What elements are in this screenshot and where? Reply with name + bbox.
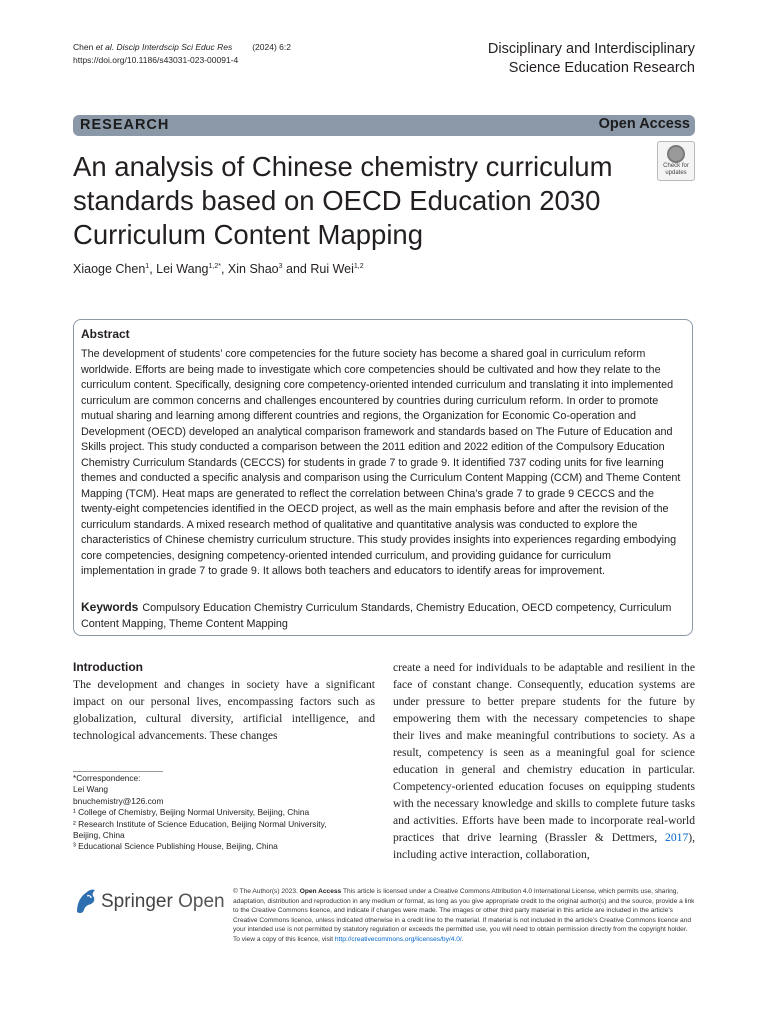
citation-line [73,41,291,54]
footnote-divider [73,771,163,772]
check-for-updates-badge[interactable] [657,141,695,181]
article-type-label: RESEARCH [80,117,170,133]
copyright-prefix: © The Author(s) 2023. [233,888,300,895]
keywords-block [81,600,687,632]
springer-wordmark [101,891,225,913]
doi-link[interactable]: https://doi.org/10.1186/s43031-023-00091-4 [73,55,239,65]
springer-open-logo [73,886,223,920]
citation-header [73,41,291,67]
affiliation-2-cont: Beijing, China [73,830,125,841]
keywords-label: Keywords [81,600,139,614]
abstract-heading: Abstract [81,327,130,341]
introduction-right-text: create a need for individuals to be adaptable and resilient in the face of constant change. Consequently, education systems are under pressure to better prepare students for the future by empowering them with the necessary competencies to shape their lives and make meaningful contributions to society. As a result, competency is seen as a meaningful goal for science education in general and chemistry education in particular. Competency-oriented education focuses on equipping students with the necessary knowledge and skills to complete future tasks and activities. Efforts have been made to incorporate real-world practices that drive learning (Brassler & Dettmers, [393,661,695,844]
check-updates-line2: updates [665,169,687,176]
license-body: This article is licensed under a Creative Commons Attribution 4.0 International License, which permits use, sharing, adaptation, distribution and reproduction in any medium or format, as long as you give appropriate credit to the original author(s) and the source, provide a link to the Creative Commons licence, and indicate if changes were made. The images or other third party material in this article are included in the article’s Creative Commons licence, unless indicated otherwise in a credit line to the material. If material is not included in the article’s Creative Commons licence and your intended use is not permitted by statutory regulation or exceeds the permitted use, you will need to obtain permission directly from the copyright holder. To view a copy of this licence, visit [233,888,695,943]
author-affiliation: 3 [278,262,283,270]
abstract-text: The development of students’ core competencies for the future society has become a shared goal in curriculum reform worldwide. Efforts are being made to investigate which core competencies should be cultivated and how they relate to the curriculum content. Specifically, designing core competency-oriented intended curriculum and translating it into implemented curriculum are common concerns and challenges encountered by countries during curriculum reform. In order to promote mutual sharing and learning among different countries and regions, the Organization for Economic Co-operation and Development (OECD) developed an analytical comparison framework and standards based on The Future of Education and Skills project. This study conducted a comparison between the 2011 edition and 2022 edition of the Compulsory Education Chemistry Curriculum Standards (CECCS) for students in grade 7 to grade 9. It identified 737 coding units for five learning themes and conducted a specific analysis and comparison using the Curriculum Content Mapping (CCM) and Theme Content Mapping (TCM). Heat maps are generated to reflect the correlation between China’s grade 7 to grade 9 CECCS and the twenty-eight competencies identified in the OECD project, as well as the main emphasis before and after the revision of the curriculum standards. A mixed research method of qualitative and quantitative analysis was conducted to explore the characteristics of Chinese chemistry curriculum structure. This study provides insights into experiences regarding embodying core competencies, designing competency-oriented intended curriculum, and providing guidance for curriculum implementation in grade 7 to grade 9. It allows both teachers and educators to identify areas for improvement. [81,348,681,577]
author-separator: , [149,262,157,276]
license-text [233,887,695,945]
author-separator: , [220,262,228,276]
author-affiliation: 1 [145,262,150,270]
author-affiliation: 1,2 [353,262,364,270]
check-for-updates-icon [667,145,685,163]
author-list [73,262,364,276]
correspondence-label: *Correspondence: [73,773,141,783]
affiliation-1: ¹ College of Chemistry, Beijing Normal University, Beijing, China [73,807,310,818]
affiliation-3: ³ Educational Science Publishing House, Beijing, China [73,841,278,852]
introduction-left-column: The development and changes in society have a significant impact on our personal lives, encompassing factors such as globalization, cultural diversity, artificial intelligence, and technological advancements. These changes [73,678,375,742]
corresponding-author: Lei Wang [73,784,109,795]
check-updates-line1: Check for [663,163,689,169]
affiliation-2: ² Research Institute of Science Education, Beijing Normal University, [73,818,327,829]
citation-link[interactable]: 2017 [665,831,689,844]
citation-journal: et al. Discip Interdscip Sci Educ Res [95,42,233,52]
introduction-heading: Introduction [73,660,143,674]
introduction-right-tail: ), including active interaction, collaboration, [393,831,695,861]
footnotes [73,773,327,853]
citation-authors: Chen [73,42,96,52]
author-name[interactable]: Xiaoge Chen [73,262,146,276]
license-open-access: Open Access [299,888,342,895]
license-link[interactable]: http://creativecommons.org/licenses/by/4.0/ [334,935,462,943]
license-suffix: . [461,935,464,943]
keywords-text: Compulsory Education Chemistry Curriculum Standards, Chemistry Education, OECD competency, Curriculum Content Mapping, Theme Content Mapping [81,602,672,630]
article-type-banner [73,115,695,136]
corresponding-email[interactable]: bnuchemistry@126.com [73,795,164,806]
open-access-label: Open Access [598,116,690,132]
citation-year: (2024) 6:2 [252,42,291,52]
author-name[interactable]: Xin Shao [227,262,279,276]
author-separator: and [282,262,311,276]
author-affiliation: 1,2* [208,262,221,270]
springer-open-word: Open [178,891,225,912]
author-name[interactable]: Lei Wang [156,262,209,276]
journal-name-line2: Science Education Research [508,60,695,76]
journal-name [488,40,695,78]
springer-horse-logo-icon [73,886,99,918]
springer-name: Springer [101,891,173,912]
introduction-right-column [393,659,695,863]
article-title: An analysis of Chinese chemistry curriculum standards based on OECD Education 2030 Curriculum Content Mapping [73,151,613,250]
author-name[interactable]: Rui Wei [310,262,354,276]
journal-name-line1: Disciplinary and Interdisciplinary [487,41,695,57]
